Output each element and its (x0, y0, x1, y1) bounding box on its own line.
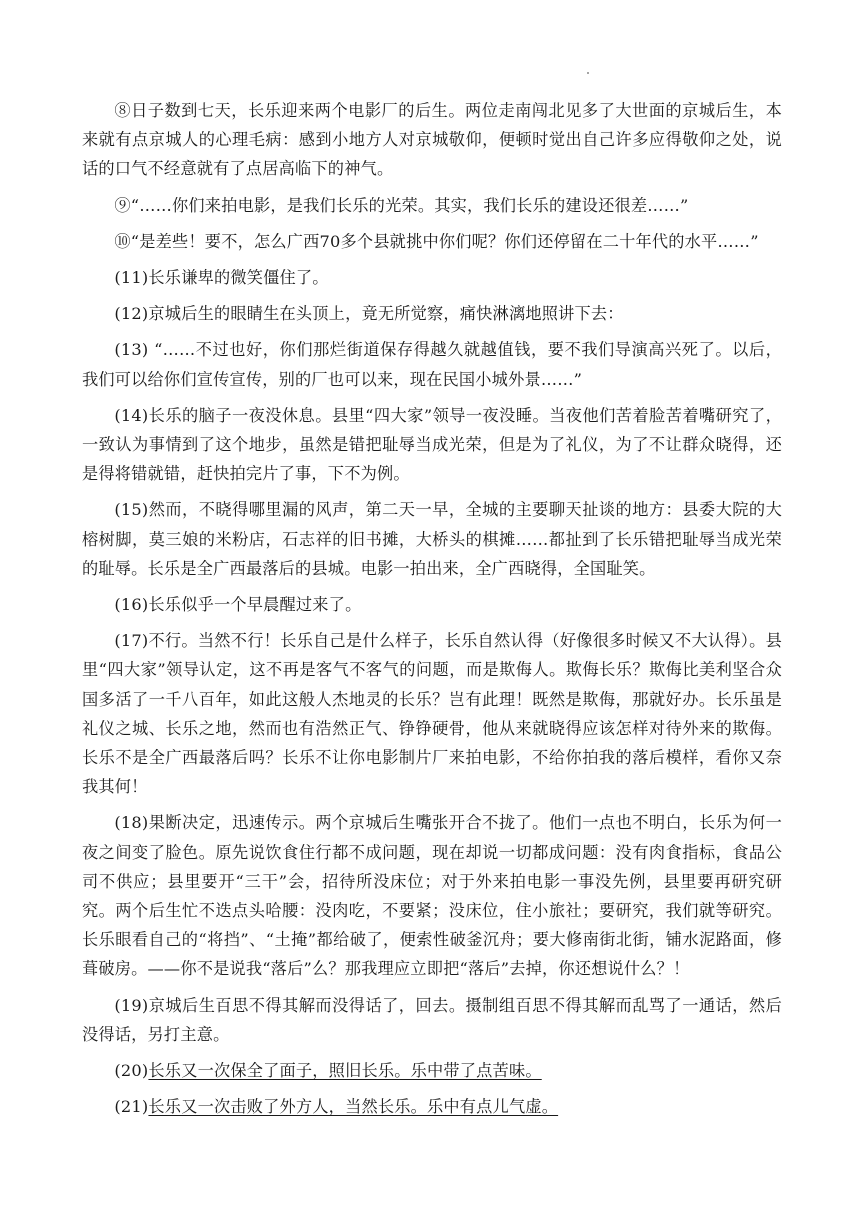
paragraph-17: (17)不行。当然不行！长乐自己是什么样子，长乐自然认得（好像很多时候又不大认得）。县里“四大家”领导认定，这不再是客气不客气的问题，而是欺侮人。欺侮长乐？欺侮比美利坚合众国多活了一千八百年，如此这般人杰地灵的长乐？岂有此理！既然是欺侮，那就好办。长乐虽是礼仪之城、长乐之地，然而也有浩然正气、铮铮硬骨，他从来就晓得应该怎样对待外来的欺侮。长乐不是全广西最落后吗？长乐不让你电影制片厂来拍电影，不给你拍我的落后模样，看你又奈我其何！ (82, 631, 782, 797)
paragraph-11: (11)长乐谦卑的微笑僵住了。 (114, 268, 329, 288)
paragraph-16: (16)长乐似乎一个早晨醒过来了。 (114, 595, 362, 615)
paragraph-13: (13) “……不过也好，你们那烂街道保存得越久就越值钱，要不我们导演高兴死了。以后，我们可以给你们宣传宣传，别的厂也可以来，现在民国小城外景……” (82, 340, 782, 389)
paragraph-21 (82, 1092, 782, 1121)
paragraph-12: (12)京城后生的眼睛生在头顶上，竟无所觉察，痛快淋漓地照讲下去： (114, 304, 624, 324)
paragraph-9: ⑨“……你们来拍电影，是我们长乐的光荣。其实，我们长乐的建设还很差……” (114, 195, 689, 215)
paragraph-10: ⑩“是差些！要不，怎么广西70多个县就挑中你们呢？你们还停留在二十年代的水平……” (114, 231, 759, 251)
paragraph-19: (19)京城后生百思不得其解而没得话了，回去。摄制组百思不得其解而乱骂了一通话，然后没得话，另打主意。 (82, 995, 782, 1044)
paragraph-21-label: (21) (114, 1097, 149, 1117)
paragraph-20-underlined-text: 长乐又一次保全了面子，照旧长乐。乐中带了点苦味。 (148, 1061, 542, 1081)
paragraph-18: (18)果断决定，迅速传示。两个京城后生嘴张开合不拢了。他们一点也不明白，长乐为何一夜之间变了脸色。原先说饮食住行都不成问题，现在却说一切都成问题：没有肉食指标，食品公司不供应；县里要开“三干”会，招待所没床位；对于外来拍电影一事没先例，县里要再研究研究。两个后生忙不迭点头哈腰：没肉吃，不要紧；没床位，住小旅社；要研究，我们就等研究。长乐眼看自己的“将挡”、“土掩”都给破了，便索性破釜沉舟；要大修南街北街，铺水泥路面，修葺破房。——你不是说我“落后”么？那我理应立即把“落后”去掉，你还想说什么？！ (82, 813, 782, 979)
document-page (82, 96, 782, 1129)
paragraph-20-label: (20) (114, 1061, 149, 1081)
paragraph-14: (14)长乐的脑子一夜没休息。县里“四大家”领导一夜没睡。当夜他们苦着脸苦着嘴研究了，一致认为事情到了这个地步，虽然是错把耻辱当成光荣，但是为了礼仪，为了不让群众晓得，还是得将错就错，赶快拍完片了事，下不为例。 (82, 405, 782, 484)
paragraph-21-underlined-text: 长乐又一次击败了外方人，当然长乐。乐中有点儿气虚。 (148, 1097, 559, 1117)
paragraph-8: ⑧日子数到七天，长乐迎来两个电影厂的后生。两位走南闯北见多了大世面的京城后生，本来就有点京城人的心理毛病：感到小地方人对京城敬仰，便顿时觉出自己许多应得敬仰之处，说话的口气不经意就有了点居高临下的神气。 (82, 101, 782, 179)
paragraph-15: (15)然而，不晓得哪里漏的风声，第二天一早，全城的主要聊天扯谈的地方：县委大院的大榕树脚，莫三娘的米粉店，石志祥的旧书摊，大桥头的棋摊……都扯到了长乐错把耻辱当成光荣的耻辱。长乐是全广西最落后的县城。电影一拍出来，全广西晓得，全国耻笑。 (82, 500, 782, 578)
page-mark (587, 72, 589, 74)
paragraph-20 (82, 1056, 782, 1085)
